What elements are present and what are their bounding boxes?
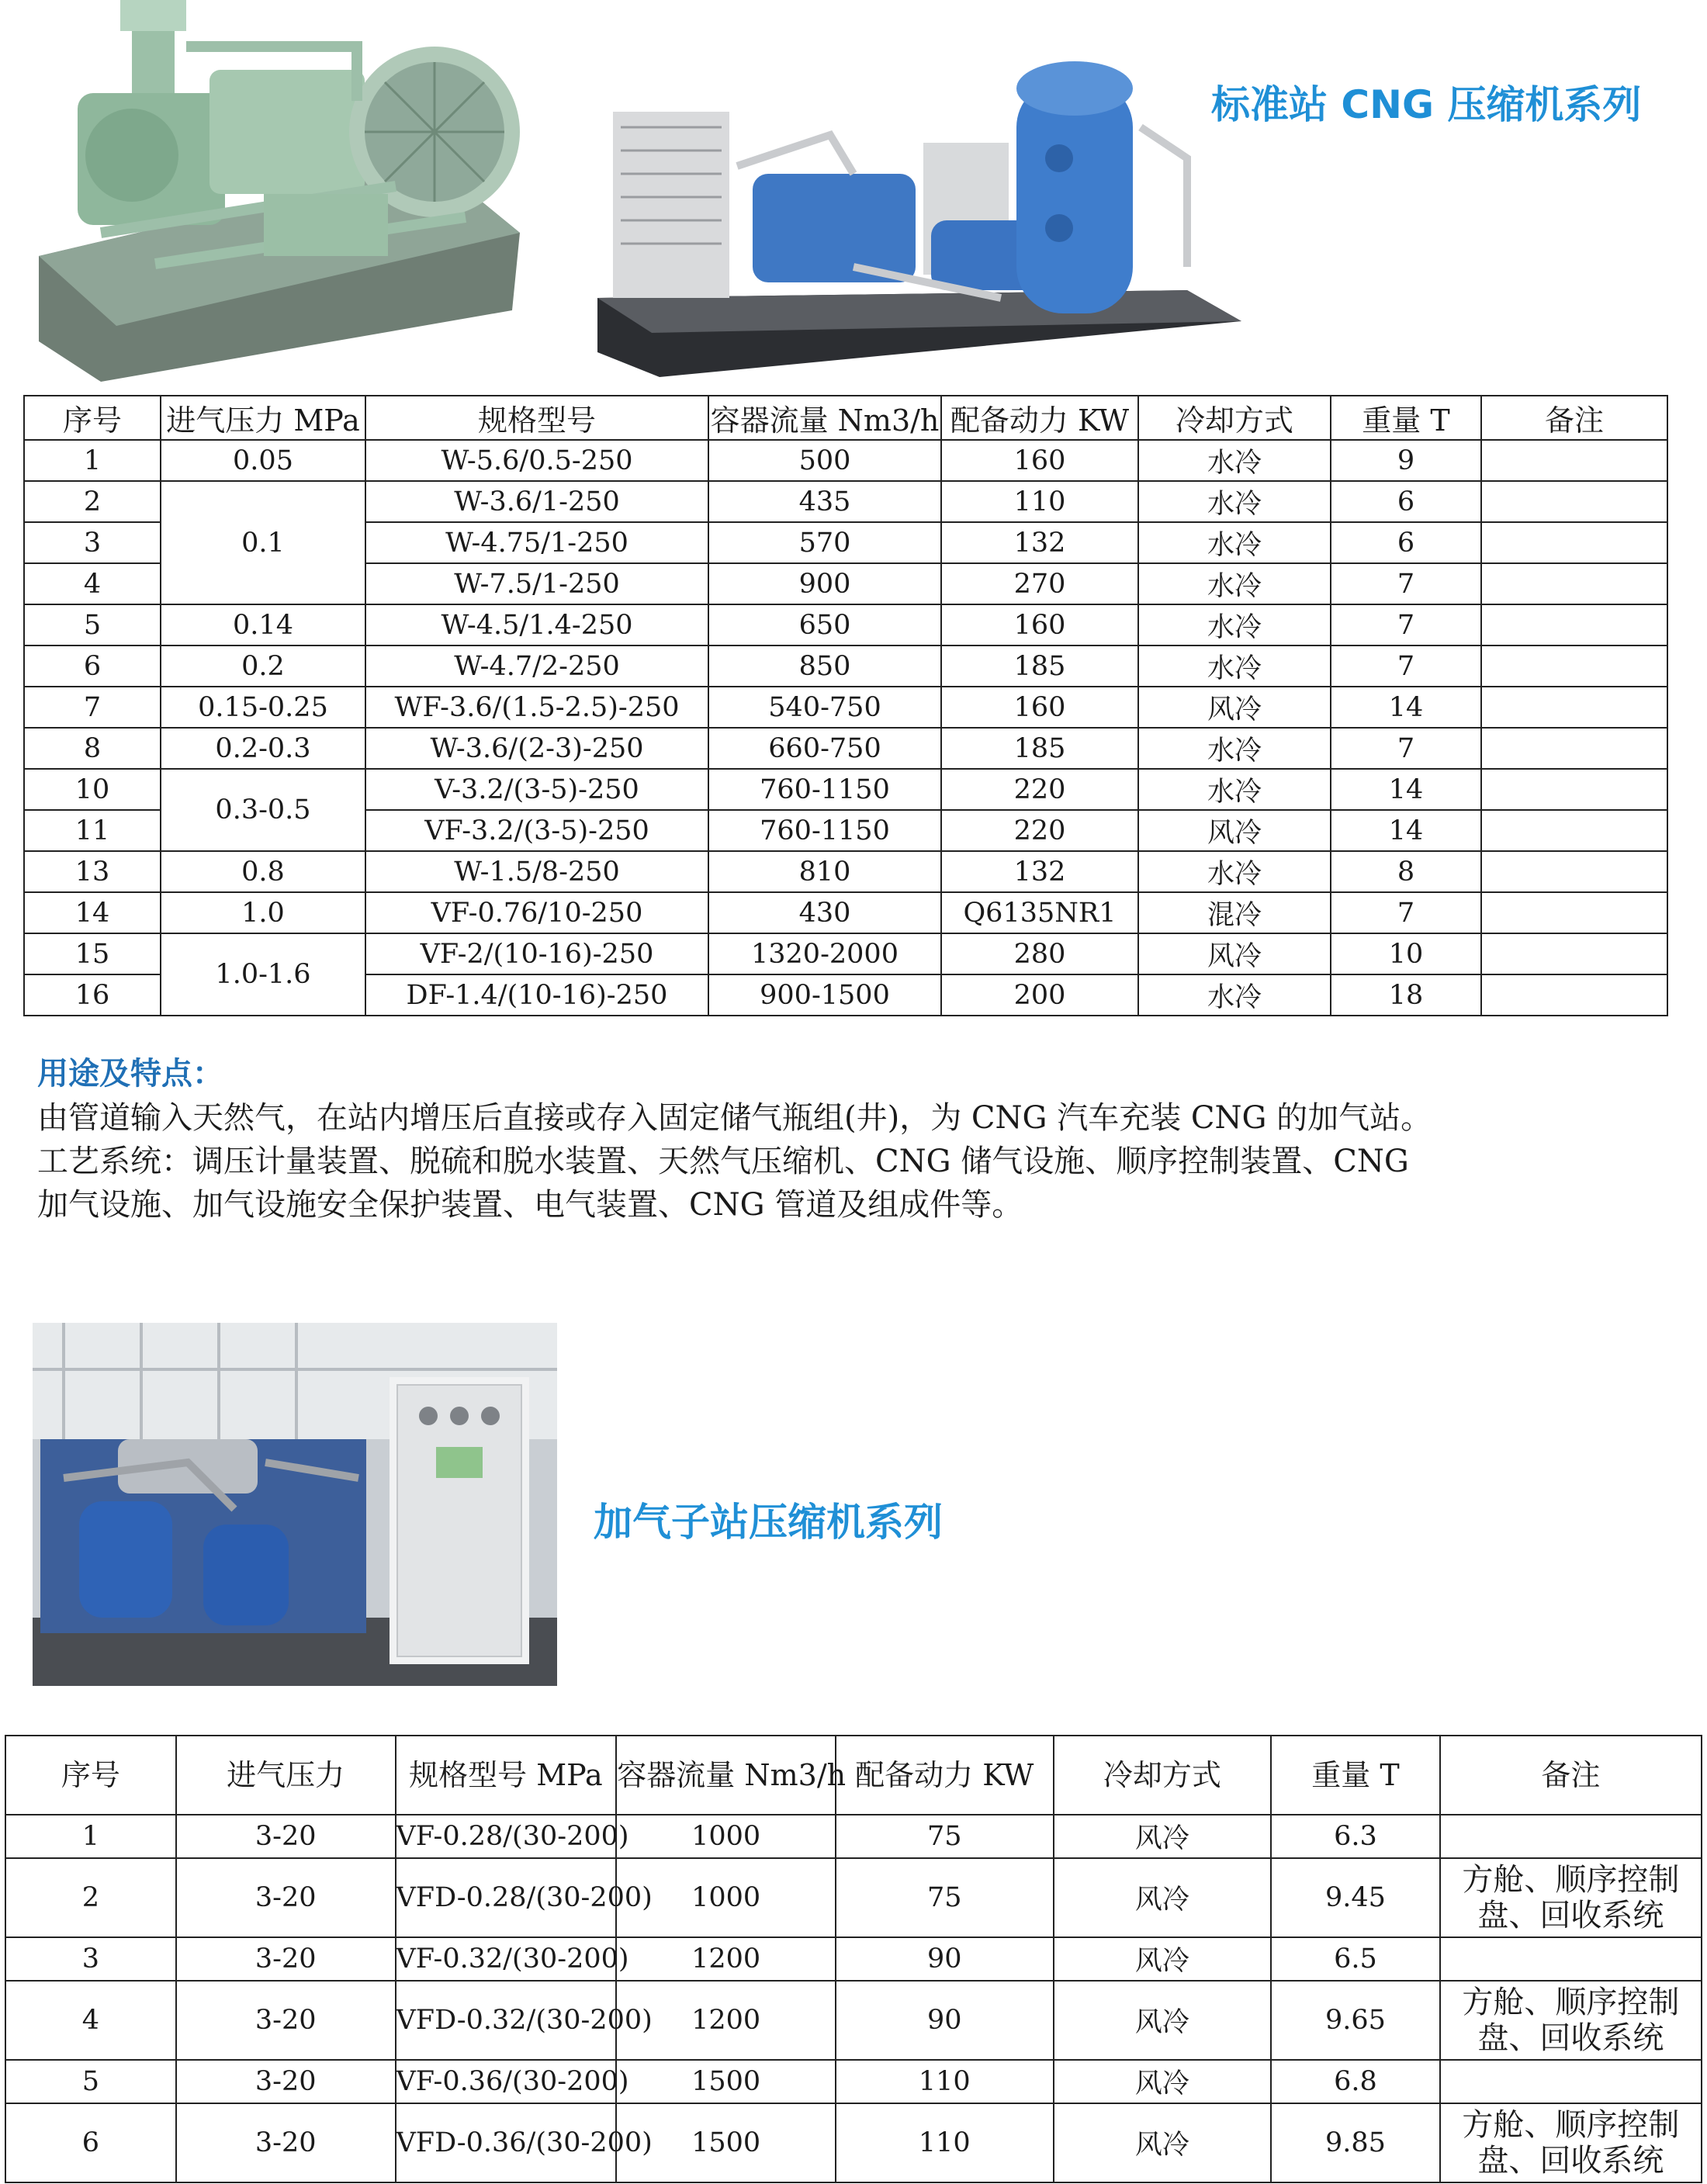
table-row: [24, 851, 1667, 892]
cell-model: VFD-0.32/(30-200): [396, 1981, 617, 2060]
column-header-pressure: 进气压力 MPa: [161, 396, 365, 440]
cell-no: 16: [24, 974, 161, 1016]
cell-flow: 540-750: [708, 687, 941, 728]
table-row: [5, 2060, 1702, 2103]
cell-power: 110: [836, 2060, 1054, 2103]
cell-power: 110: [836, 2103, 1054, 2182]
cell-weight: 6.3: [1271, 1815, 1440, 1858]
cell-pressure: 3-20: [176, 2060, 396, 2103]
cell-cooling: 水冷: [1138, 728, 1331, 769]
cell-model: VF-3.2/(3-5)-250: [365, 810, 708, 851]
column-header-power: 配备动力 KW: [941, 396, 1138, 440]
cell-no: 6: [24, 646, 161, 687]
table-row: [24, 646, 1667, 687]
cell-pressure: 0.15-0.25: [161, 687, 365, 728]
cell-cooling: 水冷: [1138, 481, 1331, 522]
cell-power: 75: [836, 1815, 1054, 1858]
cell-weight: 6: [1331, 522, 1481, 563]
cell-cooling: 水冷: [1138, 769, 1331, 810]
cell-no: 5: [5, 2060, 176, 2103]
cell-cooling: 风冷: [1138, 810, 1331, 851]
green-compressor-photo: [31, 0, 528, 382]
cell-cooling: 水冷: [1138, 440, 1331, 481]
cell-flow: 570: [708, 522, 941, 563]
cell-no: 8: [24, 728, 161, 769]
cell-note: [1481, 892, 1667, 933]
cell-flow: 650: [708, 604, 941, 646]
cell-note: [1481, 563, 1667, 604]
cell-no: 11: [24, 810, 161, 851]
cell-model: W-7.5/1-250: [365, 563, 708, 604]
cell-pressure: 1.0: [161, 892, 365, 933]
cell-power: Q6135NR1: [941, 892, 1138, 933]
cell-flow: 850: [708, 646, 941, 687]
cell-flow: 760-1150: [708, 769, 941, 810]
cell-note: 方舱、顺序控制盘、回收系统: [1440, 1981, 1702, 2060]
cell-pressure: 1.0-1.6: [161, 933, 365, 1016]
cell-cooling: 混冷: [1138, 892, 1331, 933]
cell-weight: 7: [1331, 563, 1481, 604]
table-row: [24, 687, 1667, 728]
column-header-flow: 容器流量 Nm3/h: [616, 1736, 836, 1815]
cell-flow: 900-1500: [708, 974, 941, 1016]
cell-note: [1481, 851, 1667, 892]
cell-no: 4: [24, 563, 161, 604]
table-row: [5, 1858, 1702, 1937]
cell-note: 方舱、顺序控制盘、回收系统: [1440, 2103, 1702, 2182]
cell-power: 185: [941, 646, 1138, 687]
cell-no: 3: [24, 522, 161, 563]
table-row: [24, 440, 1667, 481]
standard-station-spec-table: [23, 395, 1668, 1016]
cell-flow: 1200: [616, 1981, 836, 2060]
cell-model: VF-2/(10-16)-250: [365, 933, 708, 974]
cell-model: VF-0.32/(30-200): [396, 1937, 617, 1981]
cell-note: [1481, 522, 1667, 563]
cell-pressure: 0.14: [161, 604, 365, 646]
cell-pressure: 0.1: [161, 481, 365, 604]
cell-no: 1: [5, 1815, 176, 1858]
cell-power: 132: [941, 522, 1138, 563]
cell-model: W-4.75/1-250: [365, 522, 708, 563]
cell-power: 160: [941, 440, 1138, 481]
cell-power: 90: [836, 1937, 1054, 1981]
cell-power: 200: [941, 974, 1138, 1016]
usage-line-2: 工艺系统：调压计量装置、脱硫和脱水装置、天然气压缩机、CNG 储气设施、顺序控制装置、CNG: [37, 1144, 1409, 1179]
column-header-pressure: 进气压力: [176, 1736, 396, 1815]
table-row: [5, 1937, 1702, 1981]
cell-cooling: 水冷: [1138, 522, 1331, 563]
table-row: [5, 1815, 1702, 1858]
column-header-power: 配备动力 KW: [836, 1736, 1054, 1815]
table-row: [5, 1981, 1702, 2060]
column-header-no: 序号: [5, 1736, 176, 1815]
cell-no: 15: [24, 933, 161, 974]
cell-note: [1481, 604, 1667, 646]
cell-power: 132: [941, 851, 1138, 892]
cell-weight: 18: [1331, 974, 1481, 1016]
column-header-weight: 重量 T: [1331, 396, 1481, 440]
cell-cooling: 水冷: [1138, 604, 1331, 646]
cell-model: W-1.5/8-250: [365, 851, 708, 892]
column-header-flow: 容器流量 Nm3/h: [708, 396, 941, 440]
table-header-row: [24, 396, 1667, 440]
cell-flow: 435: [708, 481, 941, 522]
blue-compressor-photo: [597, 65, 1241, 377]
cell-model: VF-0.76/10-250: [365, 892, 708, 933]
cell-power: 185: [941, 728, 1138, 769]
cell-pressure: 0.3-0.5: [161, 769, 365, 851]
cell-no: 2: [24, 481, 161, 522]
cell-pressure: 0.8: [161, 851, 365, 892]
section2-title: 加气子站压缩机系列: [594, 1500, 943, 1545]
table-row: [24, 892, 1667, 933]
cell-weight: 9.45: [1271, 1858, 1440, 1937]
cell-flow: 1320-2000: [708, 933, 941, 974]
cell-note: [1481, 646, 1667, 687]
cell-weight: 6.8: [1271, 2060, 1440, 2103]
cell-power: 160: [941, 604, 1138, 646]
cell-model: VF-0.36/(30-200): [396, 2060, 617, 2103]
cell-note: [1440, 1937, 1702, 1981]
table-row: [24, 933, 1667, 974]
cell-model: VFD-0.36/(30-200): [396, 2103, 617, 2182]
cell-pressure: 3-20: [176, 1858, 396, 1937]
cell-power: 280: [941, 933, 1138, 974]
cell-pressure: 3-20: [176, 2103, 396, 2182]
cell-cooling: 风冷: [1138, 687, 1331, 728]
usage-line-1: 由管道输入天然气，在站内增压后直接或存入固定储气瓶组(井)，为 CNG 汽车充装 CNG 的加气站。: [37, 1100, 1432, 1136]
cell-power: 75: [836, 1858, 1054, 1937]
cell-cooling: 水冷: [1138, 563, 1331, 604]
substation-spec-table: [5, 1735, 1702, 2183]
usage-line-3: 加气设施、加气设施安全保护装置、电气装置、CNG 管道及组成件等。: [37, 1187, 1023, 1223]
table-row: [24, 481, 1667, 522]
cell-flow: 1000: [616, 1815, 836, 1858]
cell-weight: 10: [1331, 933, 1481, 974]
cell-power: 90: [836, 1981, 1054, 2060]
cell-cooling: 风冷: [1054, 1937, 1272, 1981]
cell-flow: 660-750: [708, 728, 941, 769]
cell-cooling: 风冷: [1054, 1981, 1272, 2060]
column-header-cooling: 冷却方式: [1054, 1736, 1272, 1815]
cell-power: 270: [941, 563, 1138, 604]
column-header-note: 备注: [1481, 396, 1667, 440]
cell-flow: 1000: [616, 1858, 836, 1937]
cell-note: [1481, 687, 1667, 728]
cell-weight: 6.5: [1271, 1937, 1440, 1981]
cell-weight: 7: [1331, 728, 1481, 769]
cell-power: 220: [941, 769, 1138, 810]
cell-flow: 1200: [616, 1937, 836, 1981]
cell-model: VFD-0.28/(30-200): [396, 1858, 617, 1937]
cell-cooling: 风冷: [1054, 2103, 1272, 2182]
column-header-weight: 重量 T: [1271, 1736, 1440, 1815]
cell-weight: 9.85: [1271, 2103, 1440, 2182]
cell-weight: 7: [1331, 646, 1481, 687]
cell-model: W-3.6/1-250: [365, 481, 708, 522]
cell-model: W-4.7/2-250: [365, 646, 708, 687]
cell-pressure: 0.2-0.3: [161, 728, 365, 769]
cell-flow: 1500: [616, 2060, 836, 2103]
cell-model: W-4.5/1.4-250: [365, 604, 708, 646]
cell-cooling: 水冷: [1138, 851, 1331, 892]
column-header-note: 备注: [1440, 1736, 1702, 1815]
cell-note: [1481, 728, 1667, 769]
cell-cooling: 风冷: [1054, 2060, 1272, 2103]
cell-weight: 8: [1331, 851, 1481, 892]
cell-model: WF-3.6/(1.5-2.5)-250: [365, 687, 708, 728]
column-header-model: 规格型号: [365, 396, 708, 440]
cell-note: [1481, 769, 1667, 810]
cell-weight: 9: [1331, 440, 1481, 481]
cell-note: [1481, 481, 1667, 522]
cell-no: 14: [24, 892, 161, 933]
section1-title: 标准站 CNG 压缩机系列: [1211, 82, 1642, 127]
cell-note: [1481, 440, 1667, 481]
cell-no: 5: [24, 604, 161, 646]
column-header-no: 序号: [24, 396, 161, 440]
cell-model: W-5.6/0.5-250: [365, 440, 708, 481]
cell-note: [1440, 2060, 1702, 2103]
cell-pressure: 3-20: [176, 1937, 396, 1981]
cell-flow: 430: [708, 892, 941, 933]
cell-flow: 760-1150: [708, 810, 941, 851]
cell-pressure: 0.05: [161, 440, 365, 481]
cell-note: [1481, 974, 1667, 1016]
cell-cooling: 风冷: [1054, 1815, 1272, 1858]
cell-weight: 6: [1331, 481, 1481, 522]
cell-flow: 810: [708, 851, 941, 892]
cell-note: 方舱、顺序控制盘、回收系统: [1440, 1858, 1702, 1937]
table-header-row: [5, 1736, 1702, 1815]
cell-no: 6: [5, 2103, 176, 2182]
cell-weight: 7: [1331, 892, 1481, 933]
table-row: [5, 2103, 1702, 2182]
cell-note: [1481, 933, 1667, 974]
substation-compressor-photo: [33, 1323, 557, 1686]
cell-note: [1440, 1815, 1702, 1858]
cell-cooling: 风冷: [1054, 1858, 1272, 1937]
column-header-cooling: 冷却方式: [1138, 396, 1331, 440]
cell-no: 10: [24, 769, 161, 810]
cell-weight: 7: [1331, 604, 1481, 646]
cell-pressure: 3-20: [176, 1981, 396, 2060]
cell-model: W-3.6/(2-3)-250: [365, 728, 708, 769]
cell-cooling: 风冷: [1138, 933, 1331, 974]
cell-pressure: 3-20: [176, 1815, 396, 1858]
cell-weight: 9.65: [1271, 1981, 1440, 2060]
cell-no: 7: [24, 687, 161, 728]
cell-pressure: 0.2: [161, 646, 365, 687]
cell-power: 160: [941, 687, 1138, 728]
cell-weight: 14: [1331, 769, 1481, 810]
table-row: [24, 604, 1667, 646]
cell-no: 2: [5, 1858, 176, 1937]
cell-no: 13: [24, 851, 161, 892]
table-row: [24, 769, 1667, 810]
column-header-model: 规格型号 MPa: [396, 1736, 617, 1815]
cell-flow: 1500: [616, 2103, 836, 2182]
cell-no: 4: [5, 1981, 176, 2060]
table-row: [24, 728, 1667, 769]
cell-cooling: 水冷: [1138, 646, 1331, 687]
cell-model: DF-1.4/(10-16)-250: [365, 974, 708, 1016]
cell-model: V-3.2/(3-5)-250: [365, 769, 708, 810]
cell-no: 1: [24, 440, 161, 481]
cell-weight: 14: [1331, 687, 1481, 728]
cell-note: [1481, 810, 1667, 851]
cell-cooling: 水冷: [1138, 974, 1331, 1016]
cell-power: 220: [941, 810, 1138, 851]
cell-flow: 500: [708, 440, 941, 481]
cell-flow: 900: [708, 563, 941, 604]
usage-label: 用途及特点：: [37, 1056, 223, 1092]
cell-model: VF-0.28/(30-200): [396, 1815, 617, 1858]
cell-no: 3: [5, 1937, 176, 1981]
cell-weight: 14: [1331, 810, 1481, 851]
cell-power: 110: [941, 481, 1138, 522]
